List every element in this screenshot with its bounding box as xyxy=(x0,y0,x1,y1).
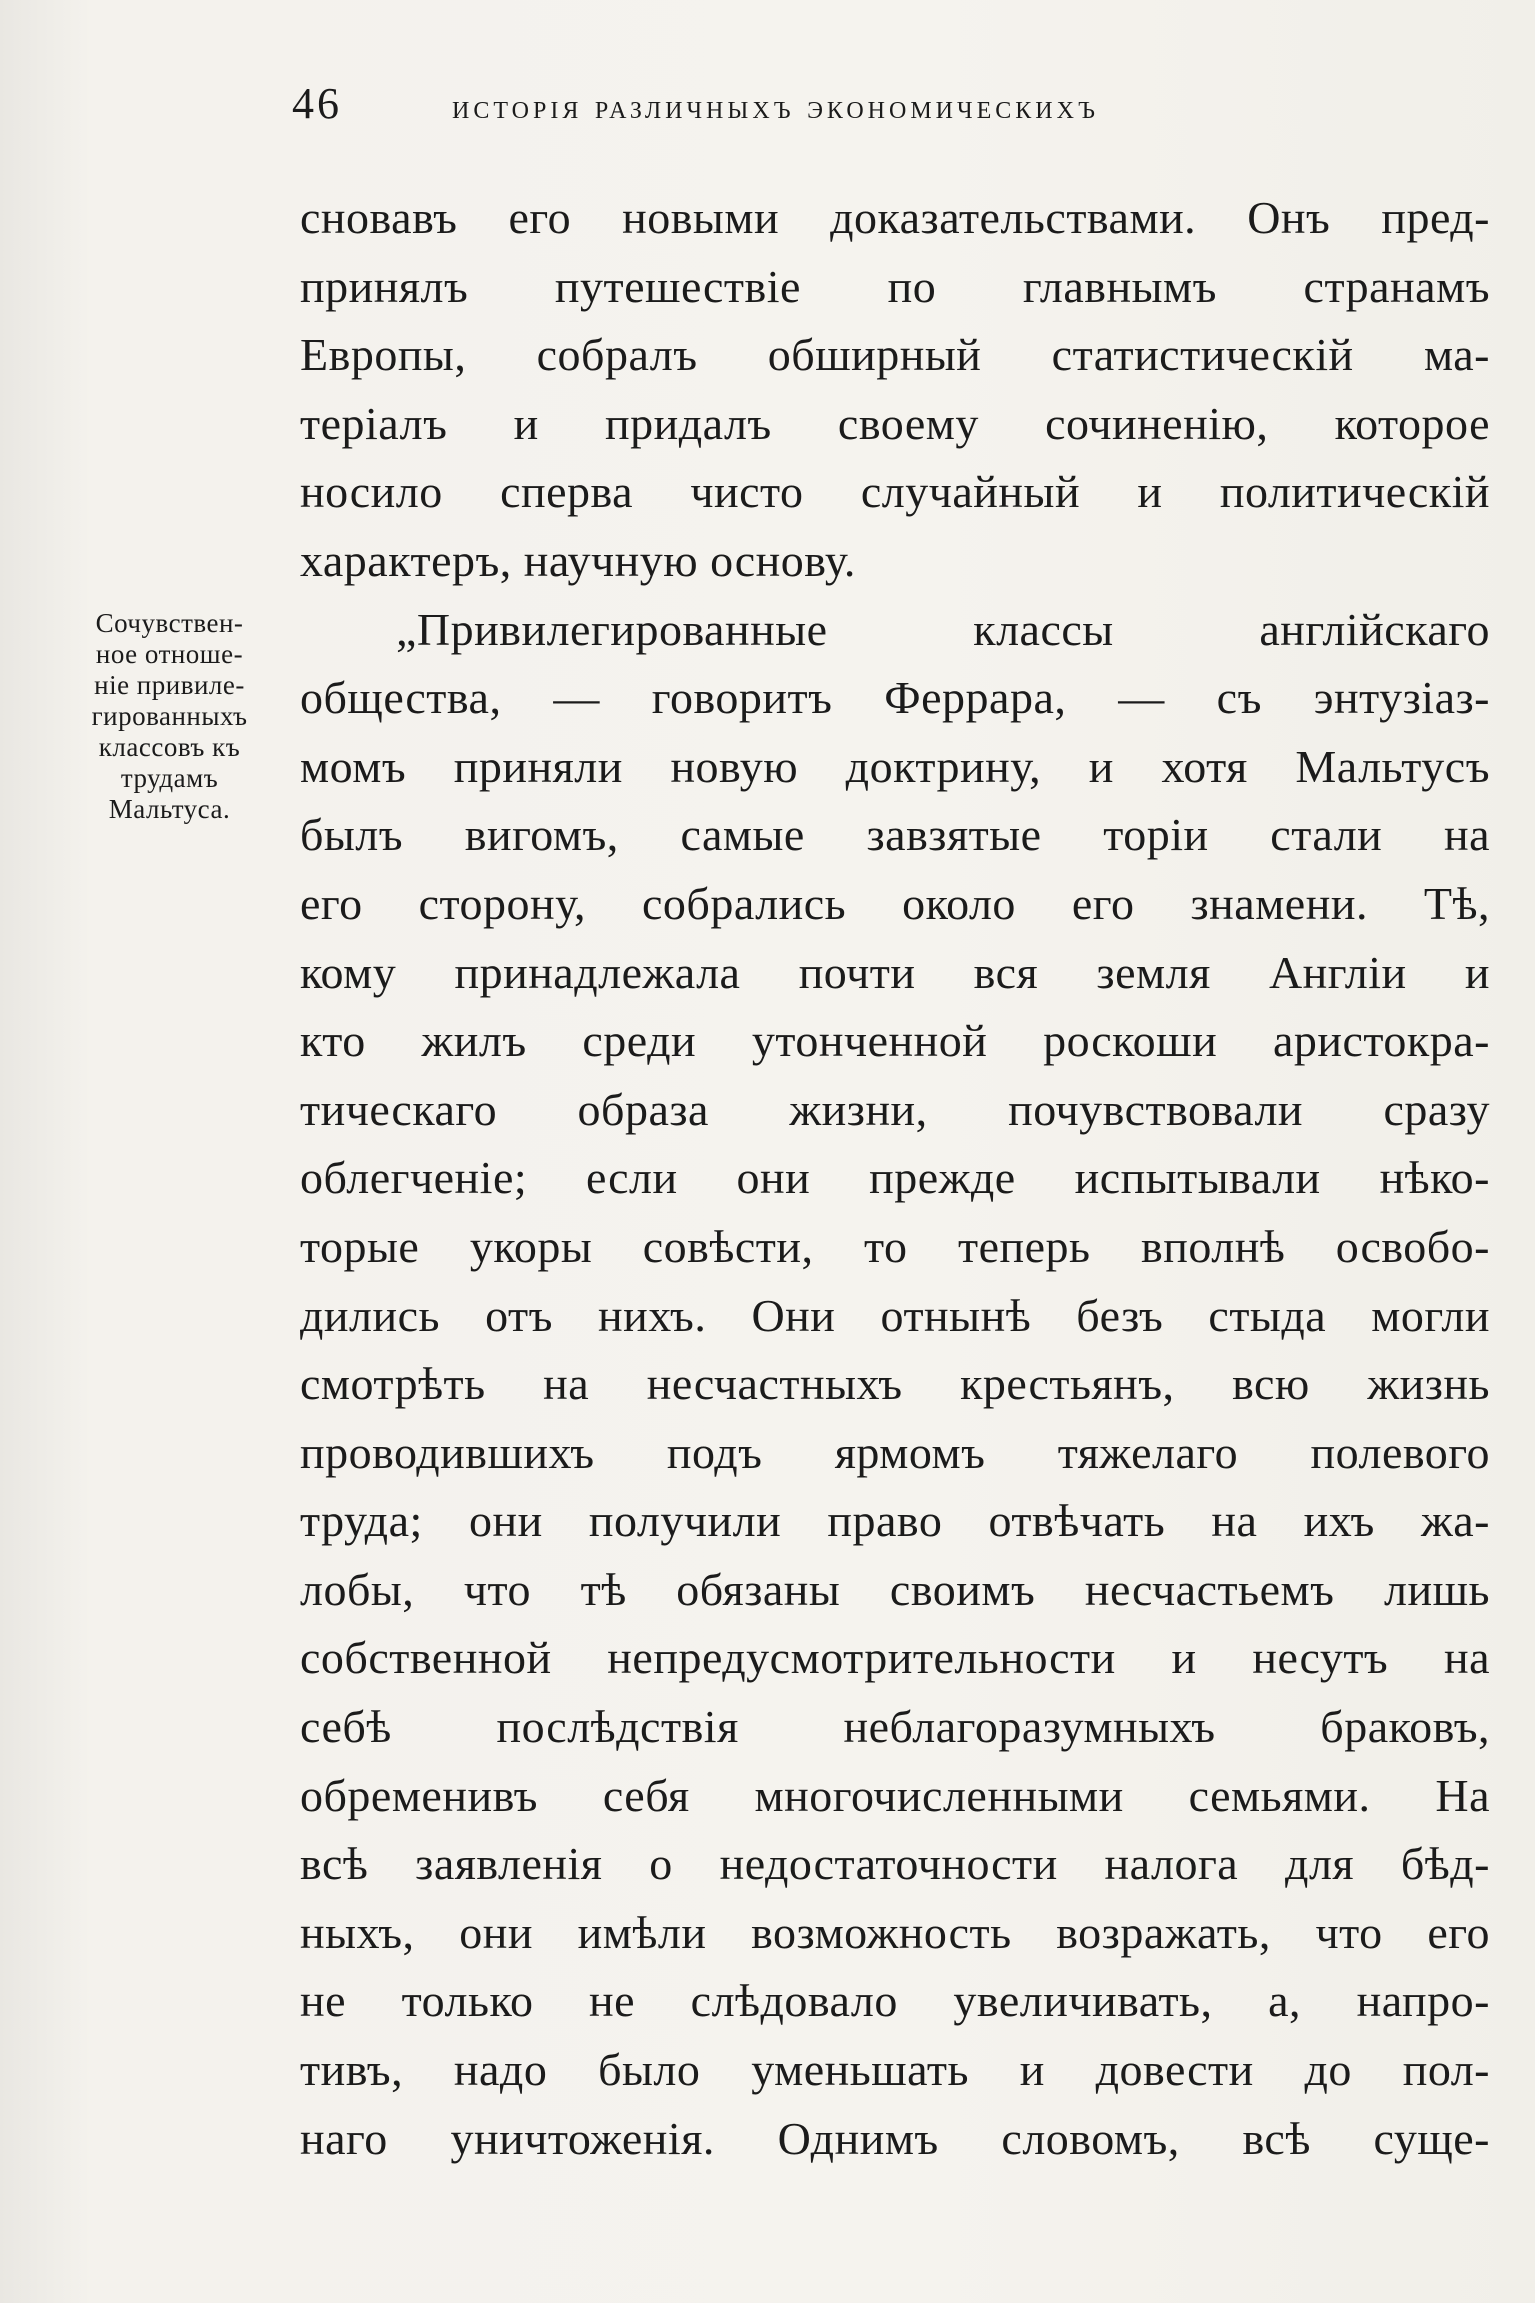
body-text xyxy=(300,184,1490,2173)
text-line: обременивъ себя многочисленными семьями. На xyxy=(300,1769,1490,1821)
text-line: труда; они получили право отвѣчать на ихъ жа- xyxy=(300,1495,1490,1547)
margin-note-line: Мальтуса. xyxy=(108,794,231,824)
text-line: всѣ заявленія о недостаточности налога для бѣд- xyxy=(300,1838,1490,1890)
text-line: дились отъ нихъ. Они отнынѣ безъ стыда могли xyxy=(300,1289,1490,1341)
margin-note-line: ніе привиле- xyxy=(94,670,245,700)
text-line: кто жилъ среди утонченной роскоши аристокра- xyxy=(300,1015,1490,1067)
text-line: тическаго образа жизни, почувствовали сразу xyxy=(300,1083,1490,1135)
text-line: тивъ, надо было уменьшать и довести до пол- xyxy=(300,2044,1490,2096)
text-line: Европы, собралъ обширный статистическій ма- xyxy=(300,329,1490,381)
text-line: теріалъ и придалъ своему сочиненію, которое xyxy=(300,397,1490,449)
margin-note xyxy=(62,608,277,825)
text-line: принялъ путешествіе по главнымъ странамъ xyxy=(300,260,1490,312)
text-line: общества, — говоритъ Феррара, — съ энтузіаз- xyxy=(300,672,1490,724)
text-line: облегченіе; если они прежде испытывали нѣко- xyxy=(300,1152,1490,1204)
text-line: не только не слѣдовало увеличивать, а, напро- xyxy=(300,1975,1490,2027)
text-line: „Привилегированные классы англійскаго xyxy=(396,603,1490,655)
text-line: наго уничтоженія. Однимъ словомъ, всѣ суще- xyxy=(300,2112,1490,2164)
text-line: его сторону, собрались около его знамени. Тѣ, xyxy=(300,877,1490,929)
text-line: былъ вигомъ, самые завзятые торіи стали на xyxy=(300,809,1490,861)
text-line: кому принадлежала почти вся земля Англіи и xyxy=(300,946,1490,998)
margin-note-line: трудамъ xyxy=(120,763,219,793)
text-line: характеръ, научную основу. xyxy=(300,534,856,586)
page-number: 46 xyxy=(292,79,342,128)
margin-note-line: Сочувствен- xyxy=(95,608,244,638)
text-line: проводившихъ подъ ярмомъ тяжелаго полевого xyxy=(300,1426,1490,1478)
margin-note-line: ное отноше- xyxy=(95,639,244,669)
text-line: лобы, что тѣ обязаны своимъ несчастьемъ лишь xyxy=(300,1563,1490,1615)
margin-note-line: классовъ къ xyxy=(98,732,241,762)
text-line: носило сперва чисто случайный и политическій xyxy=(300,466,1490,518)
text-line: себѣ послѣдствія неблагоразумныхъ браковъ, xyxy=(300,1701,1490,1753)
running-head xyxy=(292,78,1322,138)
text-line: ныхъ, они имѣли возможность возражать, что его xyxy=(300,1906,1490,1958)
text-line: собственной непредусмотрительности и несутъ на xyxy=(300,1632,1490,1684)
text-line: торые укоры совѣсти, то теперь вполнѣ освобо- xyxy=(300,1220,1490,1272)
text-line: сновавъ его новыми доказательствами. Онъ пред- xyxy=(300,192,1490,243)
text-line: момъ приняли новую доктрину, и хотя Мальтусъ xyxy=(300,740,1490,792)
margin-note-line: гированныхъ xyxy=(91,701,248,731)
text-line: смотрѣть на несчастныхъ крестьянъ, всю жизнь xyxy=(300,1358,1490,1410)
running-title: исторія различныхъ экономическихъ xyxy=(452,89,1099,126)
